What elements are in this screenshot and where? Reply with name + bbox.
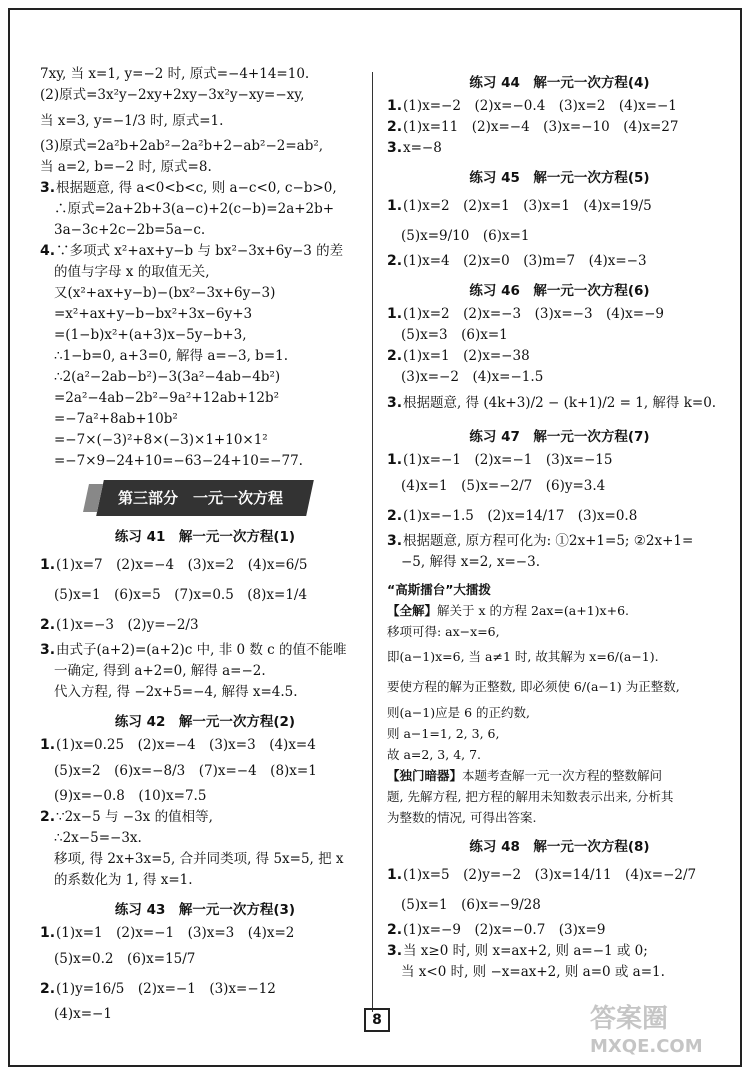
answer-row: (3)x=−2 (4)x=−1.5: [401, 369, 544, 385]
answer-row: 1.(1)x=−1 (2)x=−1 (3)x=−15: [387, 452, 613, 468]
answer-row: (5)x=2 (6)x=−8/3 (7)x=−4 (8)x=1: [54, 763, 317, 779]
column-divider: [372, 72, 373, 1012]
text-line: =2a²−4ab−2b²−9a²+12ab+12b²: [54, 390, 279, 406]
text-line: 当 a=2, b=−2 时, 原式=8.: [40, 159, 212, 175]
gauss-line: 故 a=2, 3, 4, 7.: [387, 747, 482, 762]
answer-row: (5)x=0.2 (6)x=15/7: [54, 951, 196, 967]
text-line: (2)原式=3x²y−2xy+2xy−3x²y−xy=−xy,: [40, 87, 305, 103]
gauss-line: 移项可得: ax−x=6,: [387, 624, 500, 639]
text-line: ∴原式=2a+2b+3(a−c)+2(c−b)=2a+2b+: [54, 201, 335, 217]
exercise-42-title: 练习 42 解一元一次方程(2): [114, 714, 296, 730]
answer-row: 1.(1)x=1 (2)x=−1 (3)x=3 (4)x=2: [40, 925, 295, 941]
answer-row: 1.(1)x=0.25 (2)x=−4 (3)x=3 (4)x=4: [40, 737, 316, 753]
answer-row: 2.∵2x−5 与 −3x 的值相等,: [40, 809, 213, 825]
answer-row: 1.(1)x=−2 (2)x=−0.4 (3)x=2 (4)x=−1: [387, 98, 677, 114]
answer-row: (5)x=1 (6)x=5 (7)x=0.5 (8)x=1/4: [54, 587, 308, 603]
answer-row: (5)x=3 (6)x=1: [401, 327, 508, 343]
left-column: [40, 64, 370, 1025]
text-line: =(1−b)x²+(a+3)x−5y−b+3,: [54, 327, 247, 343]
text-line: 3a−3c+2c−2b=5a−c.: [54, 222, 206, 238]
exercise-46-title: 练习 46 解一元一次方程(6): [469, 283, 650, 299]
text-line: 的值与字母 x 的取值无关,: [54, 264, 210, 280]
gauss-line: 题, 先解方程, 把方程的解用未知数表示出来, 分析其: [387, 789, 674, 804]
answer-row: 2.(1)x=−1.5 (2)x=14/17 (3)x=0.8: [387, 508, 638, 524]
gauss-line: 要使方程的解为正整数, 即必须使 6/(a−1) 为正整数,: [387, 679, 680, 694]
answer-row: 一确定, 得到 a+2=0, 解得 a=−2.: [54, 663, 266, 679]
part-banner: 第三部分 一元一次方程: [96, 480, 314, 516]
gauss-line: 则(a−1)应是 6 的正约数,: [387, 705, 531, 720]
question-4-line: 4.∵多项式 x²+ax+y−b 与 bx²−3x+6y−3 的差: [40, 243, 344, 259]
answer-row: 1.(1)x=2 (2)x=1 (3)x=1 (4)x=19/5: [387, 198, 652, 214]
text-line: (3)原式=2a²b+2ab²−2a²b+2−ab²−2=ab²,: [40, 138, 324, 154]
answer-row: 3.由式子(a+2)=(a+2)c 中, 非 0 数 c 的值不能唯: [40, 642, 347, 658]
answer-row: (4)x=1 (5)x=−2/7 (6)y=3.4: [401, 478, 606, 494]
text-line: ∴2(a²−2ab−b²)−3(3a²−4ab−4b²): [54, 369, 281, 385]
gauss-title: “高斯擂台”大擂拨: [387, 582, 491, 597]
gauss-line: 【独门暗器】本题考查解一元一次方程的整数解问: [387, 768, 663, 783]
text-line: 7xy, 当 x=1, y=−2 时, 原式=−4+14=10.: [40, 66, 310, 82]
answer-row: (4)x=−1: [54, 1006, 112, 1022]
answer-row: 1.(1)x=5 (2)y=−2 (3)x=14/11 (4)x=−2/7: [387, 867, 697, 883]
exercise-48-title: 练习 48 解一元一次方程(8): [469, 839, 650, 855]
answer-row: 2.(1)y=16/5 (2)x=−1 (3)x=−12: [40, 981, 276, 997]
answer-row: 的系数化为 1, 得 x=1.: [54, 872, 193, 888]
gauss-line: 则 a−1=1, 2, 3, 6,: [387, 726, 500, 741]
text-line: 又(x²+ax+y−b)−(bx²−3x+6y−3): [54, 285, 276, 301]
exercise-43-title: 练习 43 解一元一次方程(3): [114, 902, 296, 918]
text-line: 当 x=3, y=−1/3 时, 原式=1.: [40, 113, 224, 129]
answer-row: (9)x=−0.8 (10)x=7.5: [54, 788, 207, 804]
answer-row: (5)x=9/10 (6)x=1: [401, 228, 530, 244]
answer-row: 2.(1)x=4 (2)x=0 (3)m=7 (4)x=−3: [387, 253, 647, 269]
answer-row: 移项, 得 2x+3x=5, 合并同类项, 得 5x=5, 把 x: [54, 851, 344, 867]
answer-row: 当 x<0 时, 则 −x=ax+2, 则 a=0 或 a=1.: [401, 964, 665, 980]
answer-row: 1.(1)x=7 (2)x=−4 (3)x=2 (4)x=6/5: [40, 557, 308, 573]
answer-row: (5)x=1 (6)x=−9/28: [401, 897, 541, 913]
gauss-line: 为整数的情况, 可得出答案.: [387, 810, 537, 825]
answer-row: 2.(1)x=−9 (2)x=−0.7 (3)x=9: [387, 922, 606, 938]
answer-row: 3.根据题意, 得 (4k+3)/2 − (k+1)/2 = 1, 解得 k=0.: [387, 395, 717, 411]
text-line: =−7a²+8ab+10b²: [54, 411, 178, 427]
watermark-logo: 答案圈 MXQE.COM: [590, 1004, 703, 1057]
answer-row: 2.(1)x=11 (2)x=−4 (3)x=−10 (4)x=27: [387, 119, 679, 135]
answer-row: −5, 解得 x=2, x=−3.: [401, 554, 540, 570]
answer-row: 1.(1)x=2 (2)x=−3 (3)x=−3 (4)x=−9: [387, 306, 664, 322]
answer-row: 代入方程, 得 −2x+5=−4, 解得 x=4.5.: [54, 684, 298, 700]
gauss-line: 即(a−1)x=6, 当 a≠1 时, 故其解为 x=6/(a−1).: [387, 649, 659, 664]
question-3-line: 3.根据题意, 得 a<0<b<c, 则 a−c<0, c−b>0,: [40, 180, 337, 196]
answer-row: ∴2x−5=−3x.: [54, 830, 142, 846]
answer-row: 2.(1)x=1 (2)x=−38: [387, 348, 530, 364]
exercise-45-title: 练习 45 解一元一次方程(5): [469, 170, 650, 186]
page-number: 8: [364, 1008, 390, 1032]
exercise-47-title: 练习 47 解一元一次方程(7): [469, 429, 650, 445]
text-line: ∴1−b=0, a+3=0, 解得 a=−3, b=1.: [54, 348, 289, 364]
answer-row: 2.(1)x=−3 (2)y=−2/3: [40, 617, 199, 633]
answer-row: 3.当 x≥0 时, 则 x=ax+2, 则 a=−1 或 0;: [387, 943, 648, 959]
answer-row: 3.x=−8: [387, 140, 442, 156]
text-line: =−7×(−3)²+8×(−3)×1+10×1²: [54, 432, 268, 448]
exercise-41-title: 练习 41 解一元一次方程(1): [114, 529, 296, 545]
text-line: =x²+ax+y−b−bx²+3x−6y+3: [54, 306, 253, 322]
text-line: =−7×9−24+10=−63−24+10=−77.: [54, 453, 303, 469]
exercise-44-title: 练习 44 解一元一次方程(4): [469, 75, 650, 91]
right-column: [387, 64, 732, 983]
answer-row: 3.根据题意, 原方程可化为: ①2x+1=5; ②2x+1=: [387, 533, 694, 549]
gauss-line: 【全解】解关于 x 的方程 2ax=(a+1)x+6.: [387, 603, 629, 618]
